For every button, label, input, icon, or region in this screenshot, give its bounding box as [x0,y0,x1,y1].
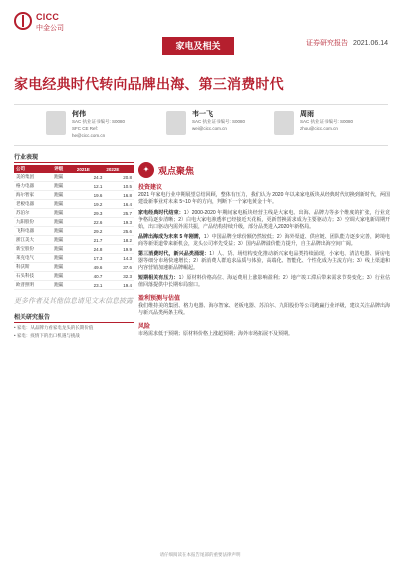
analyst-email[interactable]: wei@cicc.com.cn [192,126,227,131]
table-cell: 老板电器 [14,200,52,209]
table-title: 行业表现 [14,152,134,163]
table-cell: 17.3 [75,254,105,263]
table-row [14,245,134,254]
analyst-email[interactable]: zhou@cicc.com.cn [300,126,338,131]
table-cell: 跑赢 [52,227,75,236]
table-cell: 跑赢 [52,254,75,263]
table-cell: 32.3 [104,272,134,281]
table-cell: 19.6 [75,191,105,200]
table-row [14,218,134,227]
key-points [138,162,390,338]
analyst-photo [166,111,186,135]
analyst-email[interactable]: he@cicc.com.cn [72,133,106,138]
cicc-logo-icon [14,12,32,30]
table-cell: 跑赢 [52,218,75,227]
table-cell: 23.1 [75,281,105,290]
logo-text-cn: 中金公司 [36,25,64,32]
table-row [14,173,134,182]
table-row [14,182,134,191]
table-cell: 24.8 [75,245,105,254]
table-cell: 16.8 [104,191,134,200]
paragraph: 我们维持美的集团、格力电器、海尔智家、老板电器、苏泊尔、九阳股份等公司跑赢行业评级，建议关注品牌出海与新兴品类两条主线。 [138,303,390,316]
report-date: 2021.06.14 [352,40,388,47]
table-cell: 49.6 [75,263,105,272]
paragraph-lead: 品牌出海成为未来 5 年刚需， [138,234,204,240]
table-row [14,236,134,245]
table-row [14,191,134,200]
analyst-name: 韦一飞 [192,111,213,118]
table-cell: 欧普照明 [14,281,52,290]
table-cell: 24.3 [75,173,105,182]
column-header: 公司 [14,165,52,173]
key-points-header [138,162,390,178]
table-row [14,281,134,290]
analyst-line: SAC 执业证书编号: S0080 [300,119,354,124]
table-cell: 飞科电器 [14,227,52,236]
author-note: 更多作者及其他信息请见文末信息披露 [14,298,133,305]
section-heading: 盈利预测与估值 [138,296,181,302]
page-footer: 请仔细阅读在本报告尾部的重要法律声明 [159,552,241,557]
rating-table [14,165,134,290]
sector-tag: 家电及相关 [162,37,234,55]
paragraph-lead: 家电经典时代结束： [138,210,184,216]
table-cell: 新宝股份 [14,245,52,254]
table-cell: 跑赢 [52,191,75,200]
table-cell: 跑赢 [52,281,75,290]
table-cell: 21.7 [75,236,105,245]
table-cell: 40.7 [75,272,105,281]
table-row [14,227,134,236]
table-cell: 29.3 [75,209,105,218]
paragraph [138,251,390,272]
table-cell: 跑赢 [52,263,75,272]
analyst-line: SAC 执业证书编号: S0080 [72,119,126,124]
key-points-title: 观点聚焦 [158,166,195,176]
table-cell: 海尔智家 [14,191,52,200]
table-row [14,272,134,281]
table-header-row [14,165,134,173]
column-header: 2021E [75,165,105,173]
paragraph-body: 1）原材料价格高位、海运费用上涨影响盈利；2）地产竣工滞后带来需求节奏变化；3）行业估值回落提供中长期布局窗口。 [138,275,390,288]
table-cell: 跑赢 [52,209,75,218]
table-cell: 跑赢 [52,236,75,245]
company-logo [14,10,74,40]
section-heading: 投资建议 [138,185,163,191]
table-cell: 22.6 [75,218,105,227]
table-cell: 科沃斯 [14,263,52,272]
paragraph-body: 1）人、货、场结构变化推动新兴家电品类持续涌现，小家电、清洁电器、厨房电器等细分市场快速增长；2）新消费人群追求品质与体验，高端化、智能化、个性化成为主流方向；3）线上渠道和内容营销加速新品牌崛起。 [138,251,390,271]
left-sidebar [14,152,134,339]
paragraph-lead: 第三消费时代，新兴品类涌现： [138,251,210,257]
report-type: 证券研究报告 [306,40,348,47]
table-cell: 莱克电气 [14,254,52,263]
paragraph: 2021 年家电行业中期展望总结回顾，整体有压力，我们认为 2020 年以来家电板块从经典时代切换到新时代，两国建设新事业对未来 5~10 年的方向，判断下一个家电黄金十年。 [138,192,390,205]
report-meta [306,38,388,48]
table-cell: 跑赢 [52,200,75,209]
table-cell: 18.2 [104,236,134,245]
table-cell: 浙江美大 [14,236,52,245]
paragraph [138,275,390,289]
table-cell: 25.6 [104,227,134,236]
related-report-link[interactable]: • 家电：从品牌力看家电龙头的长期价值 [14,325,94,330]
report-title: 家电经典时代转向品牌出海、第三消费时代 [14,76,284,92]
table-cell: 19.4 [104,281,134,290]
table-cell: 石头科技 [14,272,52,281]
table-cell: 跑赢 [52,173,75,182]
table-cell: 12.1 [75,182,105,191]
table-cell: 美的集团 [14,173,52,182]
table-cell: 跑赢 [52,182,75,191]
table-cell: 14.3 [104,254,134,263]
table-cell: 19.3 [104,218,134,227]
paragraph-body: 1）中国品牌全球份额仍然较低；2）海外渠道、供应链、团队能力逐步完善，跨境电商等新渠道带来新机会，龙头公司率先受益；3）国内品牌溢价能力提升，自主品牌出海空间广阔。 [138,234,390,247]
table-cell: 16.4 [104,200,134,209]
table-row [14,254,134,263]
table-cell: 37.6 [104,263,134,272]
analyst-line: SAC 执业证书编号: S0080 [192,119,246,124]
table-cell: 九阳股份 [14,218,52,227]
lightbulb-icon: ✦ [138,162,154,178]
table-cell: 19.2 [75,200,105,209]
paragraph [138,210,390,231]
analyst-photo [274,111,294,135]
related-title: 相关研究报告 [14,312,134,323]
table-row [14,209,134,218]
table-cell: 29.2 [75,227,105,236]
related-report-link[interactable]: • 家电：疫情下的出口机遇与挑战 [14,333,80,338]
paragraph-lead: 短期相关有压力： [138,275,179,281]
paragraph [138,234,390,248]
column-header: 评级 [52,165,75,173]
table-row [14,263,134,272]
analyst-photo [46,111,66,135]
analyst-name: 周雨 [300,111,314,118]
paragraph-body: 1）2000-2020 年期间家电板块经营主线是大家电、出海、品牌力等多个维度的扩张，行业竞争格局逐步清晰；2）白电大家电渗透率已经接近天花板，更新替换需求成为主要驱动力；3）空调大家电新周期开始，出口驱动内需外需共振，产品结构持续升级，部分品类进入2020年新格局。 [138,210,390,230]
column-header: 2022E [104,165,134,173]
analyst-line: SFC CE Ref: [72,126,99,131]
section-heading: 风险 [138,324,151,330]
analyst-bar [14,104,388,146]
table-cell: 10.5 [104,182,134,191]
table-cell: 20.8 [104,173,134,182]
table-cell: 苏泊尔 [14,209,52,218]
table-cell: 跑赢 [52,272,75,281]
logo-text-en: CICC [36,12,60,22]
table-row [14,200,134,209]
table-cell: 跑赢 [52,245,75,254]
analyst-name: 何伟 [72,111,86,118]
table-cell: 格力电器 [14,182,52,191]
table-cell: 25.7 [104,209,134,218]
paragraph: 市场需求低于预期；原材料价格上涨超预期；海外市场拓展不及预期。 [138,331,294,337]
table-cell: 19.9 [104,245,134,254]
